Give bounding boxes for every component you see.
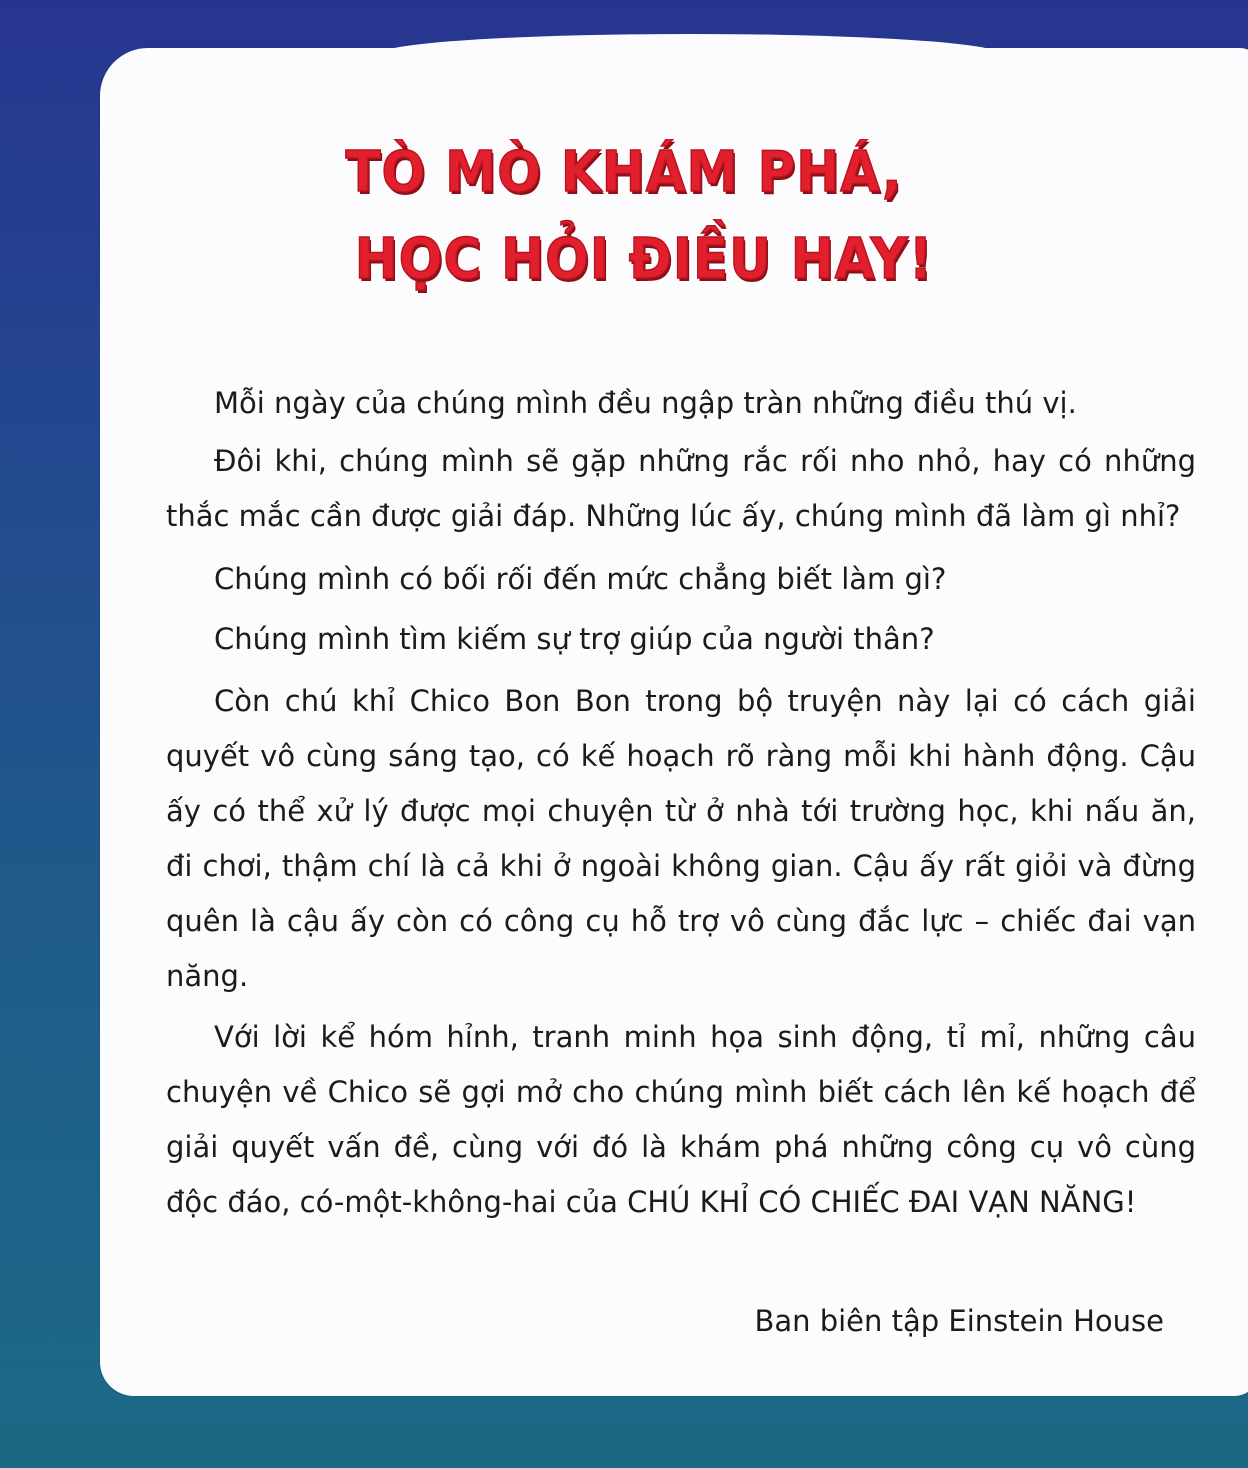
signature: Ban biên tập Einstein House: [754, 1304, 1164, 1338]
paragraph-2: [166, 434, 1196, 544]
background-bottom-strip: [0, 1420, 1248, 1468]
page-title-line-1: TÒ MÒ KHÁM PHÁ,: [345, 140, 903, 205]
paragraph-6-text: Với lời kể hóm hỉnh, tranh minh họa sinh động, tỉ mỉ, những câu chuyện về Chico sẽ gợi mở cho chúng mình biết cách lên kế hoạch để giải quyết vấn đề, cùng với đó là khám phá những công cụ vô cùng độc đáo, có-một-không-hai của CHÚ KHỈ CÓ CHIẾC ĐAI VẠN NĂNG!: [166, 1020, 1196, 1219]
paragraph-3-text: Chúng mình có bối rối đến mức chẳng biết làm gì?: [214, 562, 947, 596]
paragraph-3: [166, 552, 1196, 607]
page-title-line-2: HỌC HỎI ĐIỀU HAY!: [354, 227, 934, 292]
paragraph-1-text: Mỗi ngày của chúng mình đều ngập tràn những điều thú vị.: [214, 386, 1077, 420]
paragraph-4: [166, 612, 1196, 667]
paragraph-5: [166, 674, 1196, 1004]
paragraph-5-text: Còn chú khỉ Chico Bon Bon trong bộ truyện này lại có cách giải quyết vô cùng sáng tạo, có kế hoạch rõ ràng mỗi khi hành động. Cậu ấy có thể xử lý được mọi chuyện từ ở nhà tới trường học, khi nấu ăn, đi chơi, thậm chí là cả khi ở ngoài không gian. Cậu ấy rất giỏi và đừng quên là cậu ấy còn có công cụ hỗ trợ vô cùng đắc lực – chiếc đai vạn năng.: [166, 684, 1196, 993]
page-card-top-edge: [380, 34, 1000, 74]
paragraph-1: [166, 376, 1196, 431]
paragraph-2-text: Đôi khi, chúng mình sẽ gặp những rắc rối nho nhỏ, hay có những thắc mắc cần được giải đáp. Những lúc ấy, chúng mình đã làm gì nhỉ?: [166, 444, 1196, 533]
paragraph-4-text: Chúng mình tìm kiếm sự trợ giúp của người thân?: [214, 622, 935, 656]
paragraph-6: [166, 1010, 1196, 1230]
